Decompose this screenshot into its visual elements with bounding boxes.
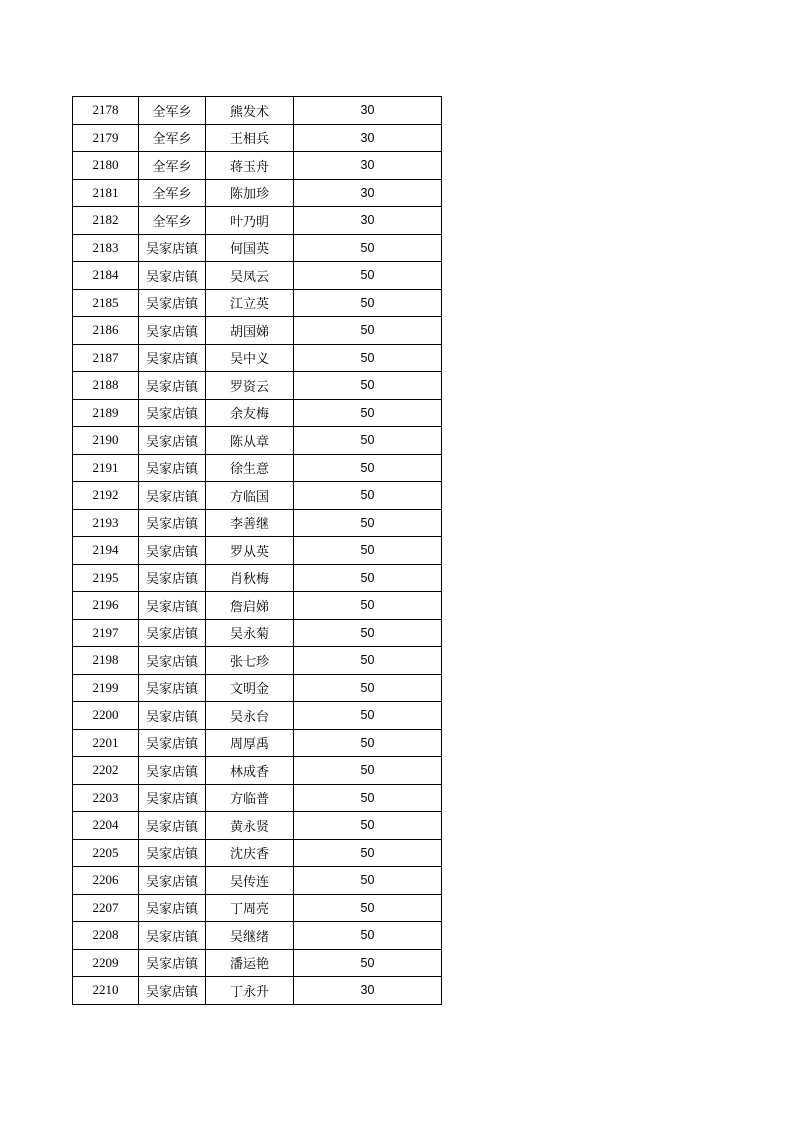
town-cell: 吴家店镇 <box>139 977 206 1005</box>
amount-cell: 50 <box>294 922 442 950</box>
town-cell: 全军乡 <box>139 179 206 207</box>
name-cell: 方临普 <box>206 784 294 812</box>
town-cell: 吴家店镇 <box>139 564 206 592</box>
row-number-cell: 2210 <box>73 977 139 1005</box>
town-cell: 吴家店镇 <box>139 812 206 840</box>
amount-cell: 50 <box>294 812 442 840</box>
name-cell: 吴凤云 <box>206 262 294 290</box>
amount-cell: 50 <box>294 564 442 592</box>
row-number-cell: 2207 <box>73 894 139 922</box>
table-row <box>73 482 442 510</box>
amount-cell: 50 <box>294 647 442 675</box>
table-row <box>73 839 442 867</box>
amount-cell: 50 <box>294 537 442 565</box>
table-row <box>73 399 442 427</box>
name-cell: 吴中义 <box>206 344 294 372</box>
town-cell: 吴家店镇 <box>139 454 206 482</box>
name-cell: 林成香 <box>206 757 294 785</box>
table-row <box>73 922 442 950</box>
name-cell: 丁周亮 <box>206 894 294 922</box>
town-cell: 全军乡 <box>139 152 206 180</box>
amount-cell: 50 <box>294 839 442 867</box>
row-number-cell: 2189 <box>73 399 139 427</box>
name-cell: 江立英 <box>206 289 294 317</box>
town-cell: 全军乡 <box>139 124 206 152</box>
row-number-cell: 2196 <box>73 592 139 620</box>
town-cell: 吴家店镇 <box>139 867 206 895</box>
row-number-cell: 2208 <box>73 922 139 950</box>
table-row <box>73 729 442 757</box>
data-table <box>72 96 442 1005</box>
town-cell: 吴家店镇 <box>139 949 206 977</box>
name-cell: 吴继绪 <box>206 922 294 950</box>
amount-cell: 50 <box>294 317 442 345</box>
amount-cell: 30 <box>294 97 442 125</box>
row-number-cell: 2203 <box>73 784 139 812</box>
table-row <box>73 207 442 235</box>
name-cell: 沈庆香 <box>206 839 294 867</box>
row-number-cell: 2192 <box>73 482 139 510</box>
row-number-cell: 2201 <box>73 729 139 757</box>
amount-cell: 50 <box>294 234 442 262</box>
town-cell: 吴家店镇 <box>139 702 206 730</box>
table-row <box>73 124 442 152</box>
name-cell: 徐生意 <box>206 454 294 482</box>
amount-cell: 50 <box>294 427 442 455</box>
town-cell: 吴家店镇 <box>139 674 206 702</box>
name-cell: 罗从英 <box>206 537 294 565</box>
row-number-cell: 2178 <box>73 97 139 125</box>
row-number-cell: 2200 <box>73 702 139 730</box>
town-cell: 吴家店镇 <box>139 757 206 785</box>
name-cell: 吴永菊 <box>206 619 294 647</box>
name-cell: 文明金 <box>206 674 294 702</box>
table-row <box>73 894 442 922</box>
town-cell: 吴家店镇 <box>139 784 206 812</box>
name-cell: 詹启娣 <box>206 592 294 620</box>
name-cell: 陈从章 <box>206 427 294 455</box>
amount-cell: 50 <box>294 372 442 400</box>
town-cell: 吴家店镇 <box>139 317 206 345</box>
table-row <box>73 454 442 482</box>
row-number-cell: 2202 <box>73 757 139 785</box>
row-number-cell: 2183 <box>73 234 139 262</box>
town-cell: 吴家店镇 <box>139 839 206 867</box>
table-row <box>73 537 442 565</box>
town-cell: 吴家店镇 <box>139 427 206 455</box>
town-cell: 吴家店镇 <box>139 894 206 922</box>
row-number-cell: 2206 <box>73 867 139 895</box>
town-cell: 全军乡 <box>139 97 206 125</box>
table-row <box>73 757 442 785</box>
amount-cell: 50 <box>294 454 442 482</box>
amount-cell: 50 <box>294 592 442 620</box>
table-row <box>73 812 442 840</box>
table-row <box>73 427 442 455</box>
row-number-cell: 2205 <box>73 839 139 867</box>
table-row <box>73 372 442 400</box>
table-row <box>73 289 442 317</box>
town-cell: 吴家店镇 <box>139 647 206 675</box>
name-cell: 吴永台 <box>206 702 294 730</box>
table-row <box>73 674 442 702</box>
amount-cell: 50 <box>294 262 442 290</box>
table-row <box>73 619 442 647</box>
row-number-cell: 2185 <box>73 289 139 317</box>
amount-cell: 50 <box>294 867 442 895</box>
row-number-cell: 2182 <box>73 207 139 235</box>
town-cell: 吴家店镇 <box>139 262 206 290</box>
table-body <box>73 97 442 1005</box>
name-cell: 余友梅 <box>206 399 294 427</box>
row-number-cell: 2179 <box>73 124 139 152</box>
row-number-cell: 2191 <box>73 454 139 482</box>
amount-cell: 30 <box>294 179 442 207</box>
row-number-cell: 2193 <box>73 509 139 537</box>
name-cell: 王相兵 <box>206 124 294 152</box>
town-cell: 吴家店镇 <box>139 592 206 620</box>
table-row <box>73 564 442 592</box>
table-row <box>73 784 442 812</box>
table-row <box>73 152 442 180</box>
name-cell: 陈加珍 <box>206 179 294 207</box>
name-cell: 周厚禹 <box>206 729 294 757</box>
town-cell: 吴家店镇 <box>139 509 206 537</box>
table-row <box>73 509 442 537</box>
row-number-cell: 2197 <box>73 619 139 647</box>
amount-cell: 30 <box>294 207 442 235</box>
row-number-cell: 2204 <box>73 812 139 840</box>
name-cell: 丁永升 <box>206 977 294 1005</box>
town-cell: 吴家店镇 <box>139 922 206 950</box>
row-number-cell: 2209 <box>73 949 139 977</box>
town-cell: 全军乡 <box>139 207 206 235</box>
name-cell: 方临国 <box>206 482 294 510</box>
town-cell: 吴家店镇 <box>139 729 206 757</box>
table-row <box>73 592 442 620</box>
name-cell: 潘运艳 <box>206 949 294 977</box>
table-row <box>73 179 442 207</box>
row-number-cell: 2198 <box>73 647 139 675</box>
amount-cell: 30 <box>294 977 442 1005</box>
table-row <box>73 262 442 290</box>
row-number-cell: 2184 <box>73 262 139 290</box>
table-row <box>73 867 442 895</box>
name-cell: 张七珍 <box>206 647 294 675</box>
table-row <box>73 949 442 977</box>
amount-cell: 50 <box>294 894 442 922</box>
amount-cell: 50 <box>294 399 442 427</box>
name-cell: 叶乃明 <box>206 207 294 235</box>
amount-cell: 50 <box>294 784 442 812</box>
row-number-cell: 2181 <box>73 179 139 207</box>
amount-cell: 50 <box>294 729 442 757</box>
row-number-cell: 2180 <box>73 152 139 180</box>
row-number-cell: 2190 <box>73 427 139 455</box>
town-cell: 吴家店镇 <box>139 537 206 565</box>
amount-cell: 50 <box>294 509 442 537</box>
name-cell: 胡国娣 <box>206 317 294 345</box>
amount-cell: 50 <box>294 482 442 510</box>
row-number-cell: 2199 <box>73 674 139 702</box>
town-cell: 吴家店镇 <box>139 372 206 400</box>
table-row <box>73 344 442 372</box>
name-cell: 黄永贤 <box>206 812 294 840</box>
name-cell: 蒋玉舟 <box>206 152 294 180</box>
row-number-cell: 2195 <box>73 564 139 592</box>
table-row <box>73 97 442 125</box>
table-row <box>73 647 442 675</box>
town-cell: 吴家店镇 <box>139 399 206 427</box>
name-cell: 李善继 <box>206 509 294 537</box>
name-cell: 罗资云 <box>206 372 294 400</box>
amount-cell: 50 <box>294 949 442 977</box>
table-row <box>73 702 442 730</box>
table-row <box>73 977 442 1005</box>
amount-cell: 50 <box>294 674 442 702</box>
row-number-cell: 2188 <box>73 372 139 400</box>
row-number-cell: 2187 <box>73 344 139 372</box>
amount-cell: 50 <box>294 619 442 647</box>
name-cell: 何国英 <box>206 234 294 262</box>
table-row <box>73 234 442 262</box>
row-number-cell: 2186 <box>73 317 139 345</box>
amount-cell: 50 <box>294 289 442 317</box>
town-cell: 吴家店镇 <box>139 289 206 317</box>
name-cell: 吴传连 <box>206 867 294 895</box>
name-cell: 肖秋梅 <box>206 564 294 592</box>
amount-cell: 30 <box>294 124 442 152</box>
town-cell: 吴家店镇 <box>139 344 206 372</box>
amount-cell: 50 <box>294 702 442 730</box>
amount-cell: 30 <box>294 152 442 180</box>
name-cell: 熊发术 <box>206 97 294 125</box>
town-cell: 吴家店镇 <box>139 234 206 262</box>
amount-cell: 50 <box>294 344 442 372</box>
amount-cell: 50 <box>294 757 442 785</box>
town-cell: 吴家店镇 <box>139 619 206 647</box>
table-row <box>73 317 442 345</box>
row-number-cell: 2194 <box>73 537 139 565</box>
town-cell: 吴家店镇 <box>139 482 206 510</box>
